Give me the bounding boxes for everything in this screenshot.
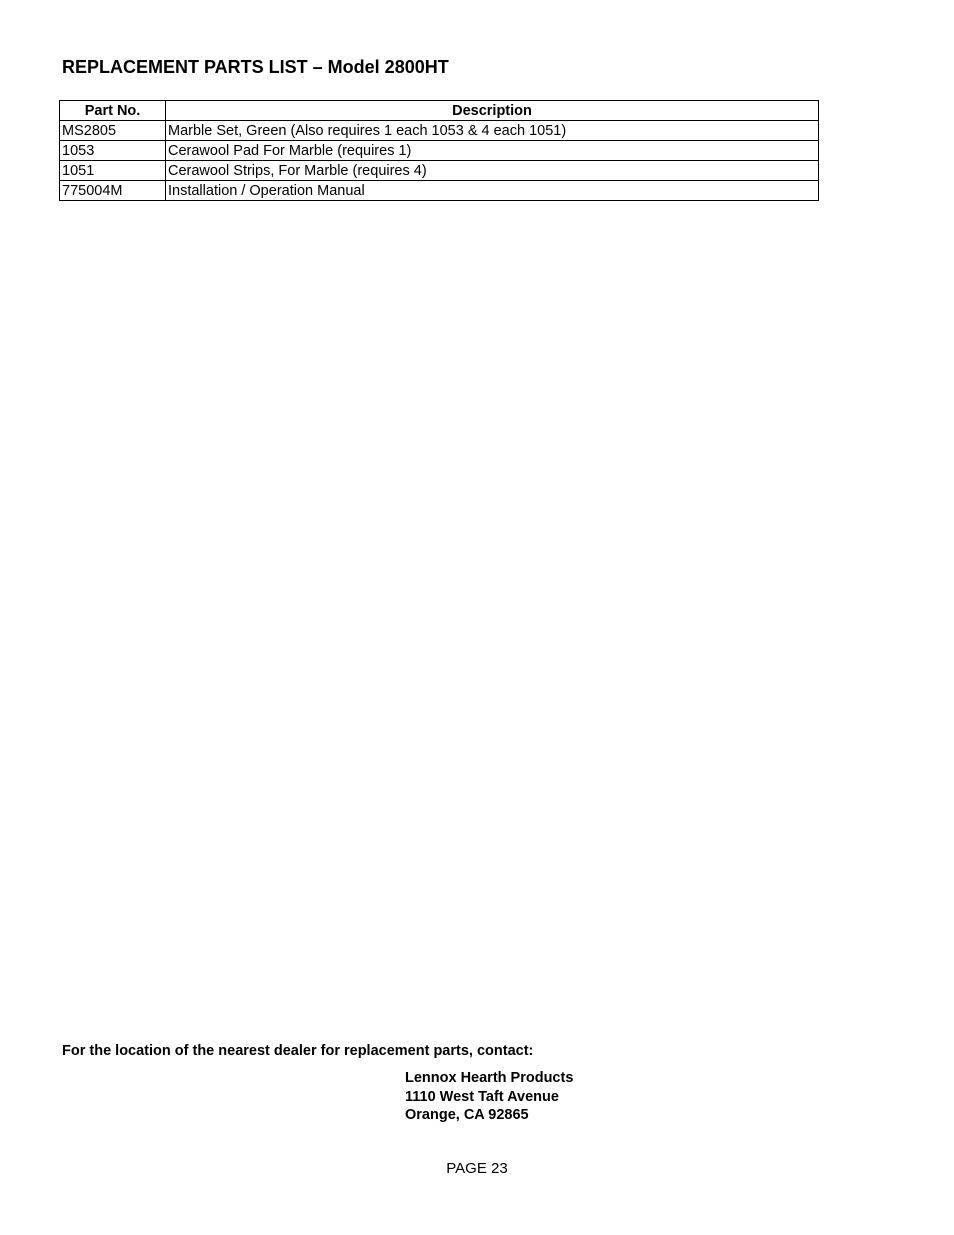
address-street: 1110 West Taft Avenue: [405, 1088, 559, 1105]
page-number: PAGE 23: [446, 1160, 508, 1177]
table-row: [60, 161, 819, 181]
column-header-description: Description: [166, 101, 819, 121]
description-cell: Marble Set, Green (Also requires 1 each 1053 & 4 each 1051): [166, 121, 819, 141]
part-number-cell: 1051: [60, 161, 166, 181]
description-cell: Installation / Operation Manual: [166, 181, 819, 201]
part-number-cell: MS2805: [60, 121, 166, 141]
parts-table: [59, 100, 819, 201]
contact-prompt: For the location of the nearest dealer for replacement parts, contact:: [62, 1043, 534, 1059]
table-row: [60, 181, 819, 201]
part-number-cell: 775004M: [60, 181, 166, 201]
table-header-row: [60, 101, 819, 121]
column-header-part-no: Part No.: [60, 101, 166, 121]
table-row: [60, 141, 819, 161]
page-title: REPLACEMENT PARTS LIST – Model 2800HT: [62, 57, 449, 77]
part-number-cell: 1053: [60, 141, 166, 161]
description-cell: Cerawool Pad For Marble (requires 1): [166, 141, 819, 161]
description-cell: Cerawool Strips, For Marble (requires 4): [166, 161, 819, 181]
dealer-address: [405, 1069, 573, 1125]
address-company: Lennox Hearth Products: [405, 1070, 574, 1086]
table-row: [60, 121, 819, 141]
address-city: Orange, CA 92865: [405, 1107, 529, 1123]
